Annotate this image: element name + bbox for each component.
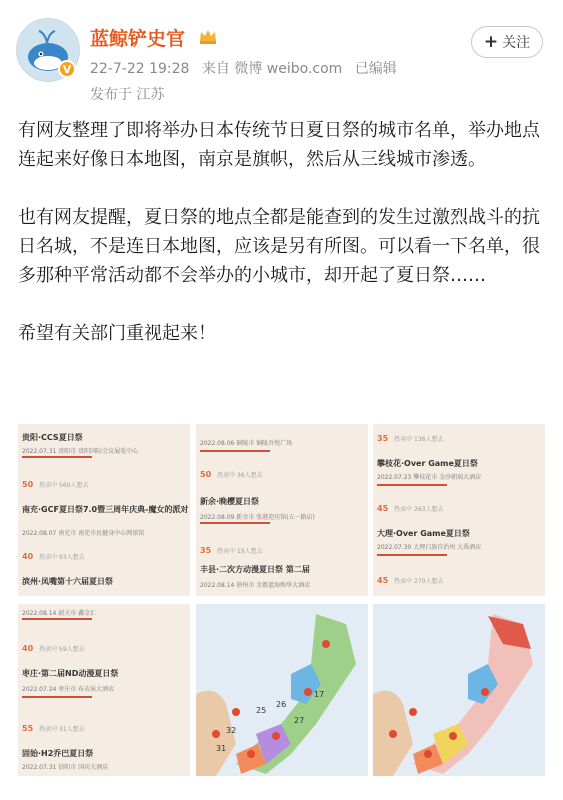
image-thumbnail-4[interactable] bbox=[18, 604, 190, 776]
user-name[interactable]: 蓝鲸铲史官 bbox=[90, 28, 186, 50]
event-hot bbox=[22, 724, 85, 733]
map-image-1[interactable] bbox=[196, 604, 368, 776]
divider bbox=[22, 696, 92, 698]
map-number: 26 bbox=[276, 700, 287, 709]
post-location: 发布于 江苏 bbox=[90, 87, 165, 103]
hot-text: 热卖中 560人想去 bbox=[39, 482, 89, 489]
post-paragraph: 希望有关部门重视起来！ bbox=[18, 323, 216, 344]
event-info: 2022.07.31 贵阳市 贵阳国际会议展览中心 bbox=[22, 448, 139, 455]
event-title: 枣庄·第二届ND动漫夏日祭 bbox=[22, 669, 119, 678]
event-info: 2022.07.31 信阳市 国宾大酒店 bbox=[22, 764, 109, 771]
verified-badge: V bbox=[58, 60, 76, 78]
event-info: 2022.08.09 新余市 张港迎宾馆(五一路店) bbox=[200, 514, 315, 521]
hot-text: 热卖中 36人想去 bbox=[217, 472, 263, 479]
image-thumbnail-1[interactable] bbox=[18, 424, 190, 596]
post-source: 来自 微博 weibo.com bbox=[201, 61, 343, 77]
follow-button[interactable] bbox=[471, 26, 543, 58]
event-title: 滨州·凤嘴第十六届夏日祭 bbox=[22, 577, 114, 586]
map-number: 32 bbox=[226, 726, 237, 735]
event-title: 攀枝花·Over Game夏日祭 bbox=[377, 459, 478, 468]
event-hot bbox=[200, 546, 263, 555]
divider bbox=[22, 456, 92, 458]
map-number: 31 bbox=[216, 744, 227, 753]
map-image-2[interactable] bbox=[373, 604, 545, 776]
image-thumbnail-2[interactable] bbox=[196, 424, 368, 596]
price: 40 bbox=[22, 644, 34, 653]
map-number: 17 bbox=[314, 690, 325, 699]
hot-text: 热卖中 93人想去 bbox=[39, 554, 85, 561]
map-number: 27 bbox=[294, 716, 305, 725]
post-paragraph: 有网友整理了即将举办日本传统节日夏日祭的城市名单，举办地点连起来好像日本地图，南京是旗帜，然后从三线城市渗透。 bbox=[18, 120, 540, 170]
event-info: 2022.08.14 徐州市 金都蓝海购华大酒店 bbox=[200, 582, 311, 589]
event-title: 丰县·二次方动漫夏日祭 第二届 bbox=[200, 565, 310, 574]
divider bbox=[22, 618, 92, 620]
price: 35 bbox=[377, 434, 389, 443]
timestamp: 22-7-22 19:28 bbox=[90, 61, 190, 77]
map-number: 25 bbox=[256, 706, 267, 715]
post-meta bbox=[90, 58, 405, 78]
event-info: 2022.08.07 南充市 南充市民健身中心网球馆 bbox=[22, 530, 145, 537]
post-paragraph: 也有网友提醒，夏日祭的地点全都是能查到的发生过激烈战斗的抗日名城，不是连日本地图，应该是另有所图。可以看一下名单，很多那种平常活动都不会举办的小城市，却开起了夏日祭…… bbox=[18, 207, 540, 286]
hot-text: 热卖中 19人想去 bbox=[217, 548, 263, 555]
hot-text: 热卖中 136人想去 bbox=[394, 436, 444, 443]
event-hot bbox=[377, 504, 444, 513]
japan-map-icon bbox=[373, 604, 545, 776]
event-info: 2022.07.30 大理白族自治州 大禹酒店 bbox=[377, 544, 482, 551]
event-hot bbox=[22, 480, 89, 489]
event-title: 大理·Over Game夏日祭 bbox=[377, 529, 470, 538]
price: 45 bbox=[377, 576, 389, 585]
divider bbox=[377, 554, 447, 556]
event-hot bbox=[377, 434, 444, 443]
event-info: 2022.08.06 铜陵市 铜陵吾悦广场 bbox=[200, 440, 293, 447]
price: 50 bbox=[200, 470, 212, 479]
event-hot bbox=[377, 576, 444, 585]
image-thumbnail-3[interactable] bbox=[373, 424, 545, 596]
divider bbox=[200, 450, 270, 452]
event-info: 2022.07.24 枣庄市 布衣侯大酒店 bbox=[22, 686, 115, 693]
event-title: 南充·GCF夏日祭7.0暨三周年庆典-魔女的派对 bbox=[22, 505, 189, 514]
event-hot bbox=[22, 552, 85, 561]
event-hot bbox=[200, 470, 263, 479]
hot-text: 热卖中 59人想去 bbox=[39, 646, 85, 653]
hot-text: 热卖中 31人想去 bbox=[39, 726, 85, 733]
post-body bbox=[18, 116, 548, 377]
event-title: 贵阳·CCS夏日祭 bbox=[22, 433, 83, 442]
price: 45 bbox=[377, 504, 389, 513]
event-info: 2022.07.23 攀枝花市 金沙朝瑞大酒店 bbox=[377, 474, 482, 481]
event-hot bbox=[22, 644, 85, 653]
image-grid bbox=[18, 424, 545, 776]
price: 40 bbox=[22, 552, 34, 561]
price: 35 bbox=[200, 546, 212, 555]
price: 50 bbox=[22, 480, 34, 489]
hot-text: 热卖中 263人想去 bbox=[394, 506, 444, 513]
event-title: 新余·晚樱夏日祭 bbox=[200, 497, 260, 506]
follow-label: 关注 bbox=[502, 35, 531, 51]
divider bbox=[377, 484, 447, 486]
event-info: 2022.08.14 韶关市 鑫金汇 bbox=[22, 610, 97, 617]
hot-text: 热卖中 270人想去 bbox=[394, 578, 444, 585]
edited-label: 已编辑 bbox=[354, 61, 397, 77]
divider bbox=[200, 522, 270, 524]
price: 55 bbox=[22, 724, 34, 733]
event-title: 固始·H2乔巴夏日祭 bbox=[22, 749, 94, 758]
plus-icon: + bbox=[483, 32, 499, 52]
crown-icon bbox=[198, 26, 218, 46]
